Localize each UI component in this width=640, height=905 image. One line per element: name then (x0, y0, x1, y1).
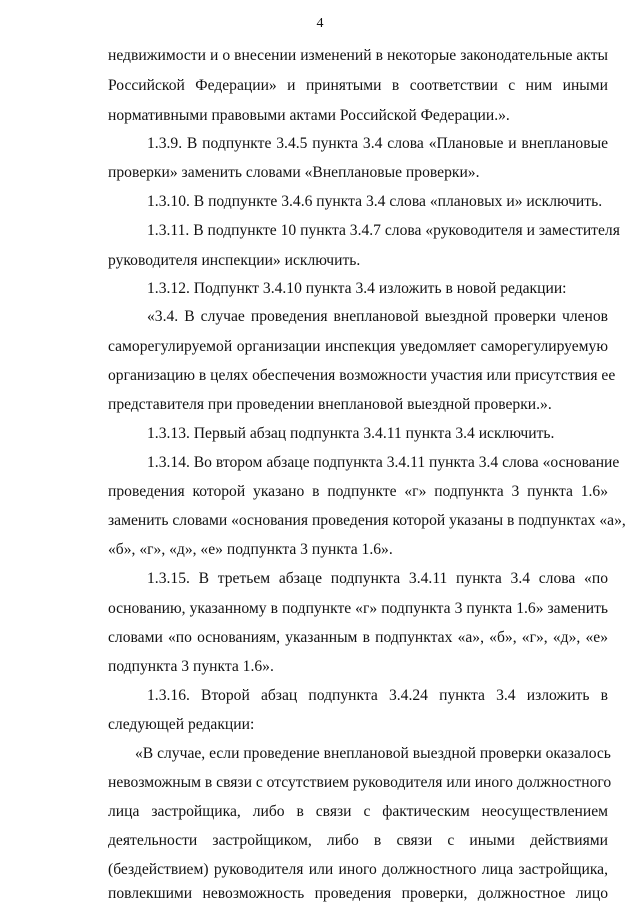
text-line: подпункта 3 пункта 1.6». (108, 658, 274, 675)
text-line: 1.3.16. Второй абзац подпункта 3.4.24 пункта 3.4 изложить в (147, 687, 608, 704)
text-line: организацию в целях обеспечения возможности участия или присутствия ее (108, 367, 616, 384)
text-line: представителя при проведении внеплановой выездной проверки.». (108, 396, 552, 413)
text-line: 1.3.15. В третьем абзаце подпункта 3.4.11 пункта 3.4 слова «по (147, 570, 608, 587)
text-line: 1.3.12. Подпункт 3.4.10 пункта 3.4 изложить в новой редакции: (147, 280, 567, 297)
text-line: «В случае, если проведение внеплановой выездной проверки оказалось (135, 745, 611, 762)
text-line: саморегулируемой организации инспекция уведомляет саморегулируемую (108, 338, 608, 355)
text-line: 1.3.10. В подпункте 3.4.6 пункта 3.4 слова «плановых и» исключить. (147, 193, 603, 210)
text-line: «б», «г», «д», «е» подпункта 3 пункта 1.6». (108, 541, 393, 558)
text-line: (бездействием) руководителя или иного должностного лица застройщика, (108, 861, 608, 878)
text-line: следующей редакции: (108, 716, 255, 733)
text-line: основанию, указанному в подпункте «г» подпункта 3 пункта 1.6» заменить (108, 600, 608, 617)
text-line: нормативными правовыми актами Российской Федерации.». (108, 107, 510, 124)
text-line: заменить словами «основания проведения которой указаны в подпунктах «а», (108, 512, 626, 529)
page-number: 4 (316, 16, 324, 31)
text-line: 1.3.9. В подпункте 3.4.5 пункта 3.4 слова «Плановые и внеплановые (147, 135, 608, 152)
text-line: деятельности застройщиком, либо в связи с иными действиями (108, 832, 608, 849)
text-line: недвижимости и о внесении изменений в некоторые законодательные акты (108, 47, 608, 64)
text-line: 1.3.13. Первый абзац подпункта 3.4.11 пункта 3.4 исключить. (147, 425, 555, 442)
text-line: 1.3.14. Во втором абзаце подпункта 3.4.11 пункта 3.4 слова «основание (147, 454, 620, 471)
text-line: «3.4. В случае проведения внеплановой выездной проверки членов (147, 308, 608, 325)
text-line: проведения которой указано в подпункте «г» подпункта 3 пункта 1.6» (108, 483, 608, 500)
text-line: руководителя инспекции» исключить. (108, 252, 361, 269)
text-line: Российской Федерации» и принятыми в соответствии с ним иными (108, 77, 608, 94)
text-line: проверки» заменить словами «Внеплановые проверки». (108, 164, 480, 181)
text-line: невозможным в связи с отсутствием руководителя или иного должностного (108, 774, 612, 791)
text-line: повлекшими невозможность проведения проверки, должностное лицо (108, 885, 608, 902)
text-line: лица застройщика, либо в связи с фактическим неосуществлением (108, 803, 608, 820)
text-line: словами «по основаниям, указанным в подпунктах «а», «б», «г», «д», «е» (108, 629, 608, 646)
text-line: 1.3.11. В подпункте 10 пункта 3.4.7 слова «руководителя и заместителя (147, 222, 620, 239)
